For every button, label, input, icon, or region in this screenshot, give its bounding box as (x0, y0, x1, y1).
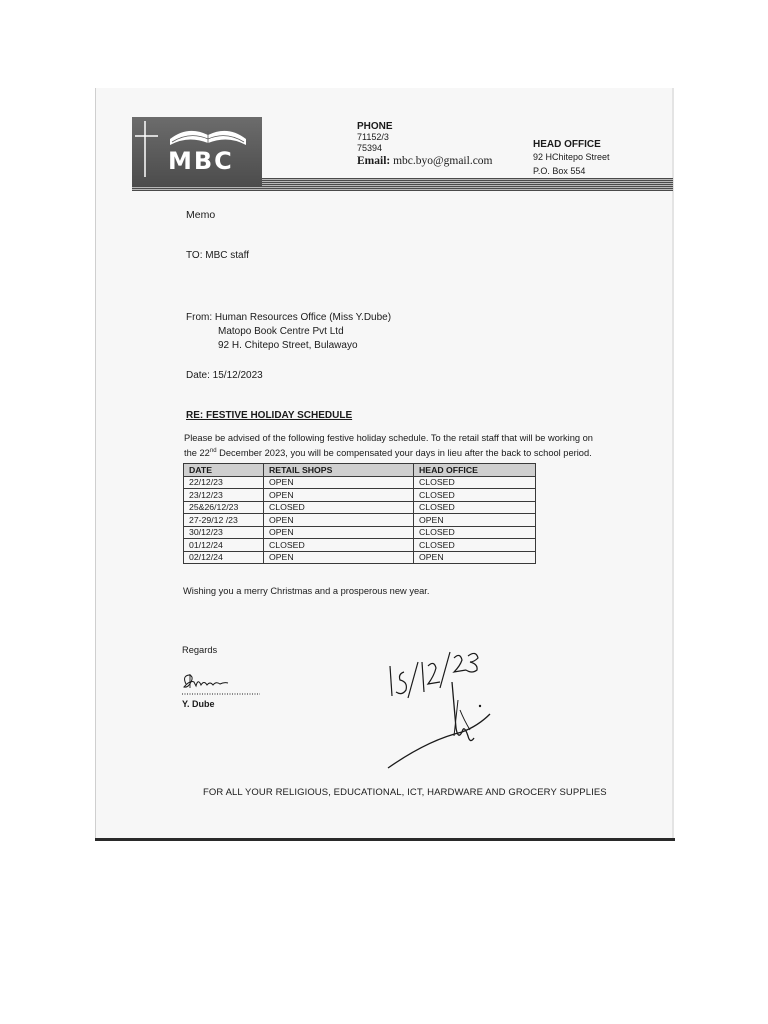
body-line-2-pre: the 22 (184, 448, 210, 459)
cell-date: 27-29/12 /23 (184, 514, 264, 527)
table-row (184, 489, 536, 502)
memo-wishes: Wishing you a merry Christmas and a prosperous new year. (183, 586, 430, 596)
head-office-block (533, 139, 610, 177)
cell-retail: OPEN (264, 526, 414, 539)
memo-regards: Regards (182, 645, 218, 655)
cell-head-office: OPEN (414, 551, 536, 564)
head-office-street: 92 HChitepo Street (533, 152, 610, 162)
cell-date: 25&26/12/23 (184, 501, 264, 514)
phone-number-2: 75394 (357, 143, 383, 153)
cell-retail: OPEN (264, 476, 414, 489)
signatory-name: Y. Dube (182, 699, 215, 709)
email-value: mbc.byo@gmail.com (393, 155, 493, 167)
body-line-1: Please be advised of the following festive holiday schedule. To the retail staff that will be working on (184, 433, 593, 443)
cell-head-office: CLOSED (414, 489, 536, 502)
table-row (184, 501, 536, 514)
email-label: Email: (357, 155, 391, 167)
phone-title: PHONE (357, 121, 393, 132)
letterhead-footer: FOR ALL YOUR RELIGIOUS, EDUCATIONAL, ICT, HARDWARE AND GROCERY SUPPLIES (203, 787, 607, 798)
memo-heading: Memo (186, 209, 216, 221)
head-office-pobox: P.O. Box 554 (533, 166, 586, 176)
body-line-2-post: December 2023, you will be compensated your days in lieu after the back to school period. (216, 448, 592, 459)
head-office-title: HEAD OFFICE (533, 139, 601, 150)
cell-head-office: CLOSED (414, 539, 536, 552)
memo-body (184, 432, 634, 460)
cell-head-office: OPEN (414, 514, 536, 527)
page-edge-shadow (672, 88, 674, 840)
cell-head-office: CLOSED (414, 476, 536, 489)
mbc-logo (132, 117, 262, 187)
phone-number-1: 71152/3 (357, 132, 389, 142)
table-header-row (184, 464, 536, 477)
cell-head-office: CLOSED (414, 501, 536, 514)
memo-subject: RE: FESTIVE HOLIDAY SCHEDULE (186, 410, 353, 421)
cell-date: 01/12/24 (184, 539, 264, 552)
logo-text: MBC (168, 147, 234, 175)
from-line-3: 92 H. Chitepo Street, Bulawayo (218, 340, 358, 351)
from-line-1: From: Human Resources Office (Miss Y.Dube) (186, 312, 392, 323)
cell-retail: CLOSED (264, 501, 414, 514)
cell-date: 23/12/23 (184, 489, 264, 502)
cell-head-office: CLOSED (414, 526, 536, 539)
page-bottom-edge (95, 838, 675, 841)
memo-to: TO: MBC staff (186, 250, 249, 261)
memo-date: Date: 15/12/2023 (186, 370, 263, 381)
body-line-2 (184, 445, 634, 460)
from-line-2: Matopo Book Centre Pvt Ltd (218, 326, 344, 337)
memo-from (186, 311, 391, 353)
table-row (184, 514, 536, 527)
letterhead-stripe-left (132, 186, 262, 191)
cell-date: 30/12/23 (184, 526, 264, 539)
body-line-2-sup: nd (209, 448, 217, 454)
header-head-office: HEAD OFFICE (414, 464, 536, 477)
cell-date: 02/12/24 (184, 551, 264, 564)
holiday-schedule-table (183, 463, 536, 564)
header-retail-shops: RETAIL SHOPS (264, 464, 414, 477)
signature-small (180, 670, 264, 698)
table-row (184, 539, 536, 552)
cell-retail: OPEN (264, 551, 414, 564)
header-date: DATE (184, 464, 264, 477)
handwritten-date-signature (378, 640, 508, 775)
letterhead-stripe (262, 178, 673, 191)
cell-retail: CLOSED (264, 539, 414, 552)
cell-retail: OPEN (264, 514, 414, 527)
table-row (184, 551, 536, 564)
table-row (184, 526, 536, 539)
phone-contact-block (357, 121, 493, 167)
email-line (357, 156, 493, 167)
table-row (184, 476, 536, 489)
cell-date: 22/12/23 (184, 476, 264, 489)
cell-retail: OPEN (264, 489, 414, 502)
